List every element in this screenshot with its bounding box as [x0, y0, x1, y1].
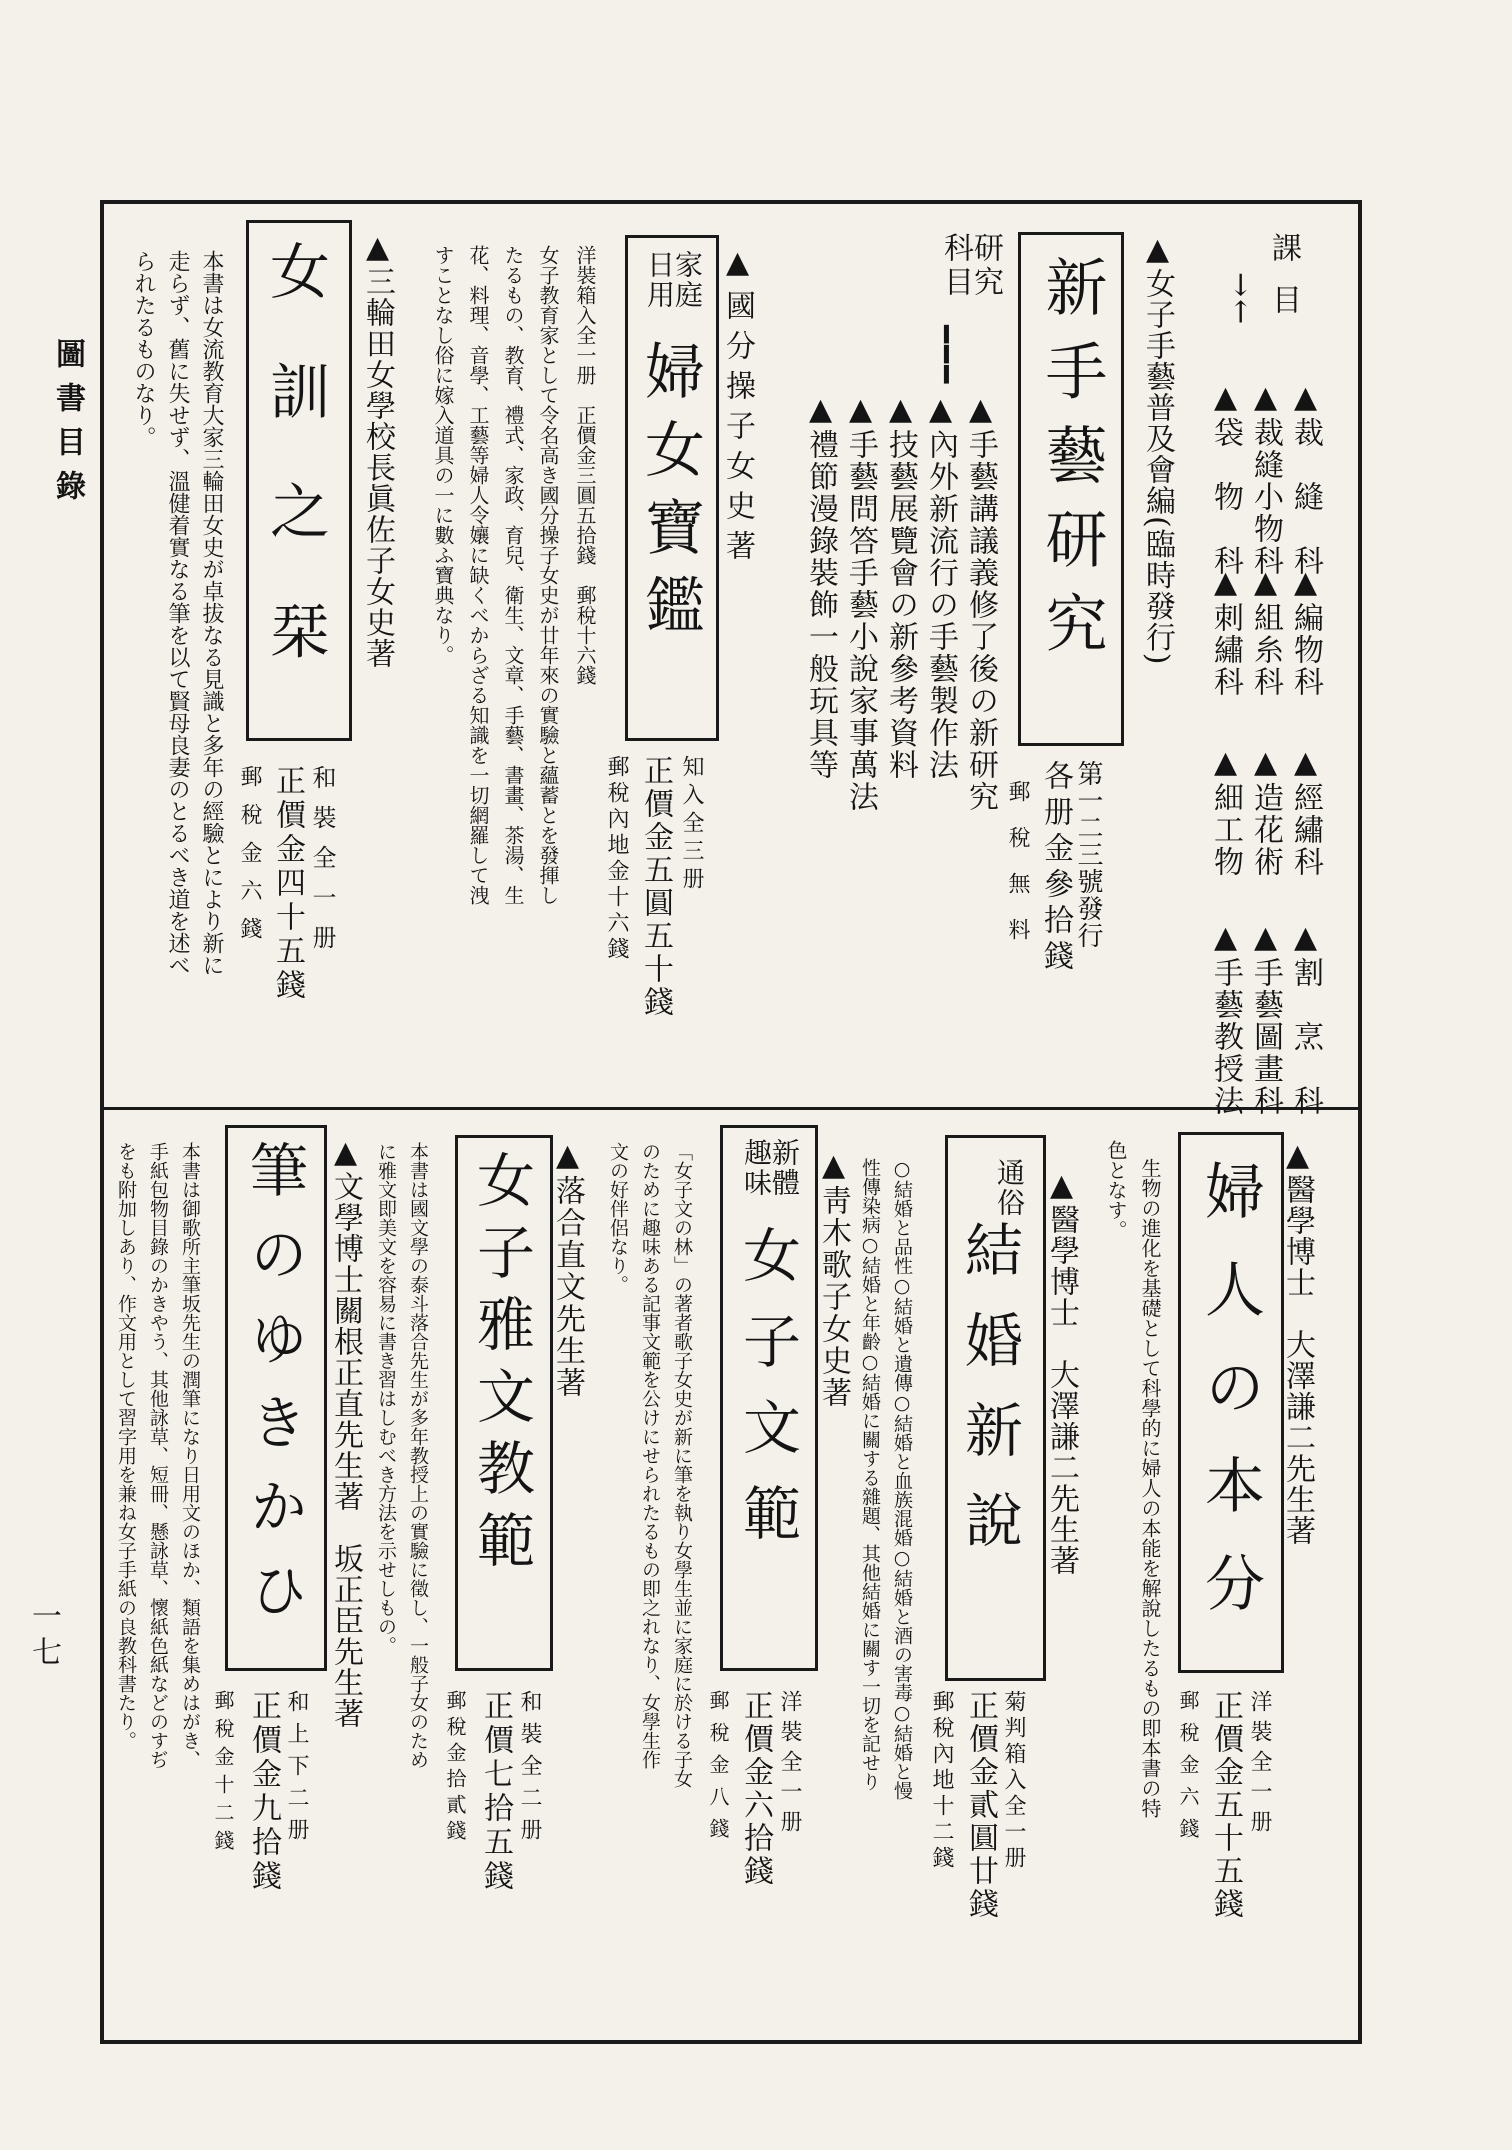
- curriculum-item: ▲手藝教授法: [1208, 920, 1243, 1117]
- kekkon-binding: 菊判箱入全一册: [1001, 1690, 1026, 1872]
- shugei-issue: 第一二三號發行: [1073, 760, 1103, 949]
- bunpan-desc-line: のために趣味ある記事文範を公けにせられたるもの即之れなり、女學生作: [639, 1142, 661, 1769]
- fude-binding: 和上下二册: [284, 1690, 309, 1850]
- bunpan-prefix: 新體趣味: [740, 1138, 801, 1198]
- kekkon-prefix: 通俗: [993, 1158, 1026, 1218]
- kekkon-desc-line: ○結婚と品性○結婚と遺傳○結婚と血族混婚○結婚と酒の害毒○結婚と慢: [891, 1158, 913, 1800]
- fude-desc-line: 手紙包物目錄のかきやう、其他詠草、短冊、懸詠草、懷紙色紙などのすぢ: [147, 1142, 169, 1769]
- curriculum-item: ▲造花術: [1248, 745, 1283, 878]
- honbun-postage: 郵稅金六錢: [1176, 1690, 1200, 1850]
- gabun-author: ▲落合直文先生著: [550, 1138, 585, 1399]
- honbun-author: ▲醫學博士 大澤謙二先生著: [1280, 1138, 1315, 1546]
- jokun-desc-line: られたるものなり。: [131, 250, 156, 448]
- gabun-desc-line: に雅文即美文を容易に書き習はしむべき方法を示せしもの。: [375, 1142, 397, 1655]
- jokun-desc-line: 走らず、舊に失せず、溫健着實なる筆を以て賢母良妻のとるべき道を述べ: [165, 250, 190, 976]
- curriculum-item: ▲刺繡科: [1208, 565, 1243, 698]
- shugei-price: 各册金參拾錢: [1038, 760, 1073, 976]
- kekkon-desc-line: 性傳染病○結婚と年齡○結婚に關する雜題、其他結婚に關す一切を記せり: [859, 1158, 881, 1791]
- bunpan-desc-line: 文の好伴侶なり。: [607, 1142, 629, 1294]
- fude-title: 筆のゆきかひ: [240, 1140, 308, 1644]
- fujo-binding: 知入全三册: [679, 755, 704, 895]
- fujo-author: ▲國分操子女史著: [720, 245, 755, 570]
- fujo-desc-line: 女子教育家として令名高き國分操子女史が廿年來の實驗と蘊蓄とを發揮し: [536, 245, 560, 905]
- fujo-desc-line: 花、料理、音學、工藝等婦人令孃に缺くべからざる知識を一切網羅して洩: [466, 245, 490, 905]
- gabun-price: 正價七拾五錢: [478, 1690, 513, 1894]
- curriculum-label: 課目: [1266, 232, 1301, 336]
- section-divider: [100, 1107, 1358, 1110]
- gabun-postage: 郵稅金拾貳錢: [443, 1690, 467, 1846]
- gabun-binding: 和裝全二册: [517, 1690, 542, 1850]
- page-number: 一七: [26, 1600, 61, 1672]
- fujo-desc-line: すことなし俗に嫁入道具の一に數ふ寶典なり。: [431, 245, 455, 665]
- fude-price: 正價金九拾錢: [246, 1690, 281, 1894]
- curriculum-item: ▲經繡科: [1288, 745, 1323, 878]
- jokun-price: 正價金四十五錢: [270, 765, 305, 1003]
- gabun-title: 女子雅文教範: [467, 1150, 535, 1582]
- fude-desc-line: をも附加しあり、作文用として習字用を兼ね女子手紙の良教科書たり。: [115, 1142, 137, 1750]
- curriculum-arrow: →←: [1223, 272, 1258, 327]
- honbun-desc-line: 色となす。: [1104, 1140, 1128, 1240]
- section-title: 圖書目錄: [50, 338, 85, 514]
- shugei-editor: ▲女子手藝普及會編(臨時發行): [1140, 232, 1175, 666]
- fujo-desc-line: たるもの、教育、禮式、家政、育兒、衛生、文章、手藝、書畫、茶湯、生: [501, 245, 525, 905]
- curriculum-item: ▲裁縫小物科: [1248, 380, 1283, 577]
- gabun-desc-line: 本書は國文學の泰斗落合先生が多年教授上の實驗に徵し、一般子女のため: [407, 1142, 429, 1769]
- fude-desc-line: 本書は御歌所主筆坂先生の潤筆になり日用文のほか、類語を集めはがき、: [179, 1142, 201, 1769]
- shugei-topic: ▲禮節漫錄裝飾一般玩具等: [803, 392, 838, 781]
- jokun-postage: 郵稅金六錢: [237, 765, 262, 955]
- fude-postage: 郵稅金十二錢: [211, 1690, 235, 1858]
- honbun-price: 正價金五十五錢: [1208, 1690, 1243, 1921]
- shugei-topic: ▲手藝講議義修了後の新研究: [963, 392, 998, 813]
- fujo-title: 婦女寶鑑: [635, 340, 705, 652]
- curriculum-item: ▲編物科: [1288, 565, 1323, 698]
- fujo-postage: 郵稅內地金十六錢: [604, 755, 629, 963]
- kekkon-title: 結婚新說: [955, 1220, 1023, 1580]
- fujo-desc-line: 洋裝箱入全一册 正價金三圓五拾錢 郵稅十六錢: [573, 245, 597, 685]
- shugei-label-rule: ━━━: [928, 325, 963, 386]
- shugei-topic: ▲技藝展覽會の新參考資料: [883, 392, 918, 781]
- curriculum-item: ▲細工物: [1208, 745, 1243, 878]
- jokun-binding: 和裝全一册: [308, 765, 336, 965]
- fujo-prefix: 家庭日用: [643, 250, 704, 310]
- jokun-title: 女訓之栞: [260, 240, 330, 720]
- fujo-price: 正價金五圓五十錢: [638, 755, 673, 1019]
- honbun-title: 婦人の本分: [1195, 1160, 1265, 1650]
- bunpan-postage: 郵稅金八錢: [706, 1690, 730, 1850]
- bunpan-author: ▲靑木歌子女史著: [816, 1148, 851, 1409]
- kekkon-author: ▲醫學博士 大澤謙二先生著: [1044, 1168, 1079, 1576]
- shugei-topic: ▲手藝問答手藝小說家事萬法: [843, 392, 878, 813]
- honbun-binding: 洋裝全一册: [1247, 1690, 1272, 1840]
- curriculum-item: ▲手藝圖畫科: [1248, 920, 1283, 1117]
- shugei-topic: ▲內外新流行の手藝製作法: [923, 392, 958, 781]
- bunpan-title: 女子文範: [733, 1225, 801, 1569]
- curriculum-item: ▲割 烹 科: [1288, 920, 1323, 1117]
- curriculum-item: ▲袋 物 科: [1208, 380, 1243, 577]
- jokun-author: ▲三輪田女學校長眞佐子女史著: [360, 230, 395, 669]
- shugei-label: 研究科目: [938, 232, 1003, 300]
- kekkon-postage: 郵稅內地十二錢: [929, 1690, 954, 1872]
- bunpan-desc-line: 「女子文の林」の著者歌子女史が新に筆を執り女學生並に家庭に於ける子女: [671, 1142, 693, 1788]
- curriculum-item: ▲裁 縫 科: [1288, 380, 1323, 577]
- honbun-desc-line: 生物の進化を基礎として科學的に婦人の本能を解說したるもの即本書の特: [1138, 1158, 1162, 1818]
- shugei-postage: 郵稅無料: [1005, 780, 1030, 964]
- curriculum-item: ▲組糸科: [1248, 565, 1283, 698]
- bunpan-price: 正價金六拾錢: [738, 1690, 773, 1888]
- kekkon-price: 正價金貳圓廿錢: [963, 1690, 998, 1921]
- shugei-title: 新手藝研究: [1035, 255, 1108, 675]
- jokun-desc-line: 本書は女流教育大家三輪田女史が卓拔なる見識と多年の經驗とにより新に: [199, 250, 224, 976]
- bunpan-binding: 洋裝全一册: [777, 1690, 802, 1840]
- fude-author: ▲文學博士關根正直先生著 坂正臣先生著: [328, 1135, 363, 1729]
